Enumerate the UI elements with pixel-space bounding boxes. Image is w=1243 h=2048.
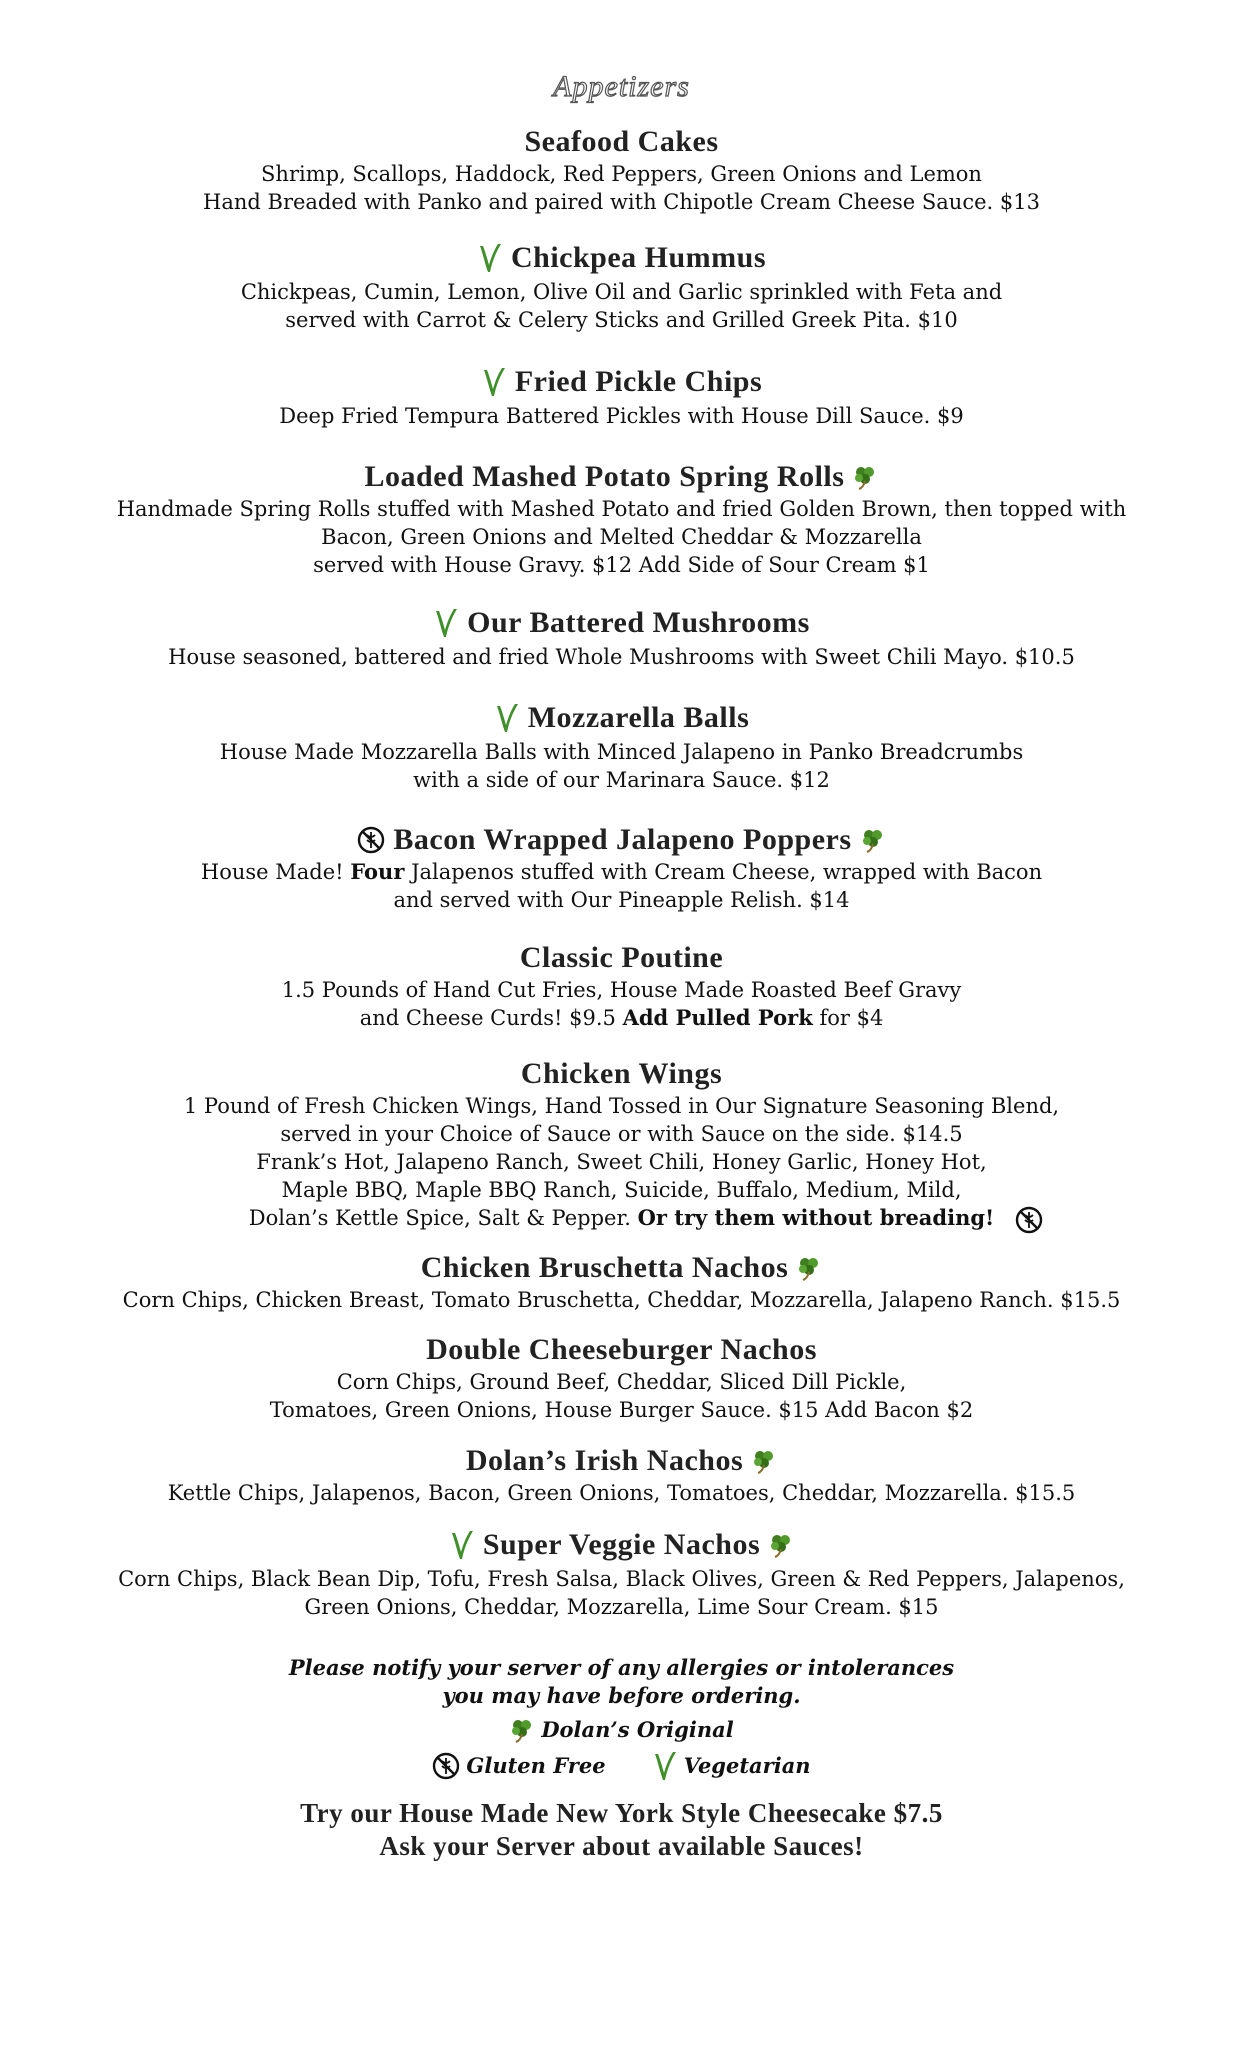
item-name: Seafood Cakes [524,125,719,158]
desc-text: and Cheese Curds! $9.5 [359,1006,623,1030]
item-description: Chickpeas, Cumin, Lemon, Olive Oil and Garlic sprinkled with Feta and [240,280,1003,304]
menu-item-jalapeno-poppers [0,822,1243,914]
item-description: Maple BBQ, Maple BBQ Ranch, Suicide, Buffalo, Medium, Mild, [281,1178,962,1202]
item-description: Handmade Spring Rolls stuffed with Mashed Potato and fried Golden Brown, then topped with [116,497,1127,521]
item-name: Super Veggie Nachos [482,1528,761,1561]
legend-diet [0,1750,1243,1782]
item-title [449,1527,794,1563]
legend-original-label: Dolan’s Original [541,1717,734,1742]
item-title [426,1332,817,1368]
vegetarian-v-icon [433,607,459,639]
item-description: Frank’s Hot, Jalapeno Ranch, Sweet Chili, Honey Garlic, Honey Hot, [256,1150,987,1174]
item-name: Classic Poutine [519,941,724,974]
desc-text: Dolan’s Kettle Spice, Salt & Pepper. [248,1206,638,1230]
footer [0,1797,1243,1863]
item-title [494,700,750,736]
item-title [520,940,723,976]
menu-item-chickpea-hummus [0,240,1243,334]
item-title [365,459,879,495]
vegetarian-v-icon [652,1750,678,1782]
item-title [481,364,762,400]
item-description: Green Onions, Cheddar, Mozzarella, Lime Sour Cream. $15 [304,1595,939,1619]
item-name: Fried Pickle Chips [514,365,763,398]
menu-item-bruschetta-nachos [0,1250,1243,1314]
item-description: Shrimp, Scallops, Haddock, Red Peppers, Green Onions and Lemon [261,162,982,186]
gluten-free-icon [357,826,385,854]
item-description [0,1204,1243,1232]
item-title [524,124,718,160]
menu-item-seafood-cakes [0,124,1243,216]
footer-cheesecake: Try our House Made New York Style Cheesecake $7.5 [300,1798,943,1828]
item-description: Tomatoes, Green Onions, House Burger Sauce. $15 Add Bacon $2 [269,1398,974,1422]
item-title [477,240,766,276]
item-description: Kettle Chips, Jalapenos, Bacon, Green Onions, Tomatoes, Cheddar, Mozzarella. $15.5 [167,1481,1076,1505]
vegetarian-v-icon [494,702,520,734]
menu-item-spring-rolls [0,459,1243,579]
item-description: served with House Gravy. $12 Add Side of Sour Cream $1 [313,553,930,577]
desc-bold: Add Pulled Pork [622,1005,813,1030]
item-name: Loaded Mashed Potato Spring Rolls [364,460,845,493]
item-title [466,1443,777,1479]
shamrock-icon [509,1717,535,1743]
item-title [357,822,885,858]
item-description [0,1004,1243,1032]
legend-gf-label: Gluten Free [466,1753,606,1778]
item-description: Hand Breaded with Panko and paired with Chipotle Cream Cheese Sauce. $13 [203,190,1040,214]
legend-veg-label: Vegetarian [683,1753,811,1778]
desc-text: for $4 [812,1006,884,1030]
shamrock-icon [796,1255,822,1281]
item-description: 1.5 Pounds of Hand Cut Fries, House Made Roasted Beef Gravy [281,978,962,1002]
shamrock-icon [852,464,878,490]
item-description: House seasoned, battered and fried Whole Mushrooms with Sweet Chili Mayo. $10.5 [168,645,1075,669]
item-description: House Made Mozzarella Balls with Minced Jalapeno in Panko Breadcrumbs [219,740,1024,764]
gluten-free-icon [1015,1206,1043,1234]
gluten-free-icon [432,1752,460,1780]
item-name: Chicken Wings [520,1057,723,1090]
item-description: Corn Chips, Ground Beef, Cheddar, Sliced Dill Pickle, [336,1370,907,1394]
item-title [433,605,810,641]
allergy-line: you may have before ordering. [442,1683,801,1708]
shamrock-icon [751,1448,777,1474]
item-description: Corn Chips, Black Bean Dip, Tofu, Fresh Salsa, Black Olives, Green & Red Peppers, Jalapenos, [118,1567,1125,1591]
item-description: 1 Pound of Fresh Chicken Wings, Hand Tossed in Our Signature Seasoning Blend, [183,1094,1060,1118]
desc-text: House Made! [200,860,351,884]
allergy-notice [0,1654,1243,1782]
item-name: Bacon Wrapped Jalapeno Poppers [393,823,852,856]
menu-item-cheeseburger-nachos [0,1332,1243,1424]
item-description: and served with Our Pineapple Relish. $14 [393,888,850,912]
menu-item-mozzarella-balls [0,700,1243,794]
footer-sauces: Ask your Server about available Sauces! [379,1831,864,1861]
item-description: with a side of our Marinara Sauce. $12 [413,768,830,792]
desc-bold: Or try them without breading! [637,1205,995,1230]
vegetarian-v-icon [477,242,503,274]
vegetarian-v-icon [449,1529,475,1561]
item-name: Dolan’s Irish Nachos [465,1444,744,1477]
menu-item-battered-mushrooms [0,605,1243,671]
item-description: Corn Chips, Chicken Breast, Tomato Bruschetta, Cheddar, Mozzarella, Jalapeno Ranch. $15.5 [122,1288,1121,1312]
item-name: Our Battered Mushrooms [467,606,810,639]
legend-original [0,1716,1243,1744]
desc-text: Jalapenos stuffed with Cream Cheese, wrapped with Bacon [404,860,1043,884]
menu-item-irish-nachos [0,1443,1243,1507]
item-title [521,1056,722,1092]
item-name: Mozzarella Balls [527,701,750,734]
vegetarian-v-icon [481,366,507,398]
menu-item-classic-poutine [0,940,1243,1032]
menu-item-veggie-nachos [0,1527,1243,1621]
shamrock-icon [860,827,886,853]
item-name: Chicken Bruschetta Nachos [420,1251,789,1284]
item-description: served with Carrot & Celery Sticks and Grilled Greek Pita. $10 [285,308,958,332]
menu-item-fried-pickle-chips [0,364,1243,430]
item-description: served in your Choice of Sauce or with Sauce on the side. $14.5 [280,1122,963,1146]
item-description [0,858,1243,886]
allergy-line: Please notify your server of any allergies or intolerances [288,1655,955,1680]
section-title: Appetizers [553,70,690,103]
desc-bold: Four [350,859,405,884]
item-description: Bacon, Green Onions and Melted Cheddar & Mozzarella [321,525,922,549]
item-name: Double Cheeseburger Nachos [426,1333,817,1366]
menu-item-chicken-wings [0,1056,1243,1232]
item-name: Chickpea Hummus [510,241,767,274]
item-title [421,1250,823,1286]
shamrock-icon [768,1532,794,1558]
item-description: Deep Fried Tempura Battered Pickles with House Dill Sauce. $9 [279,404,964,428]
